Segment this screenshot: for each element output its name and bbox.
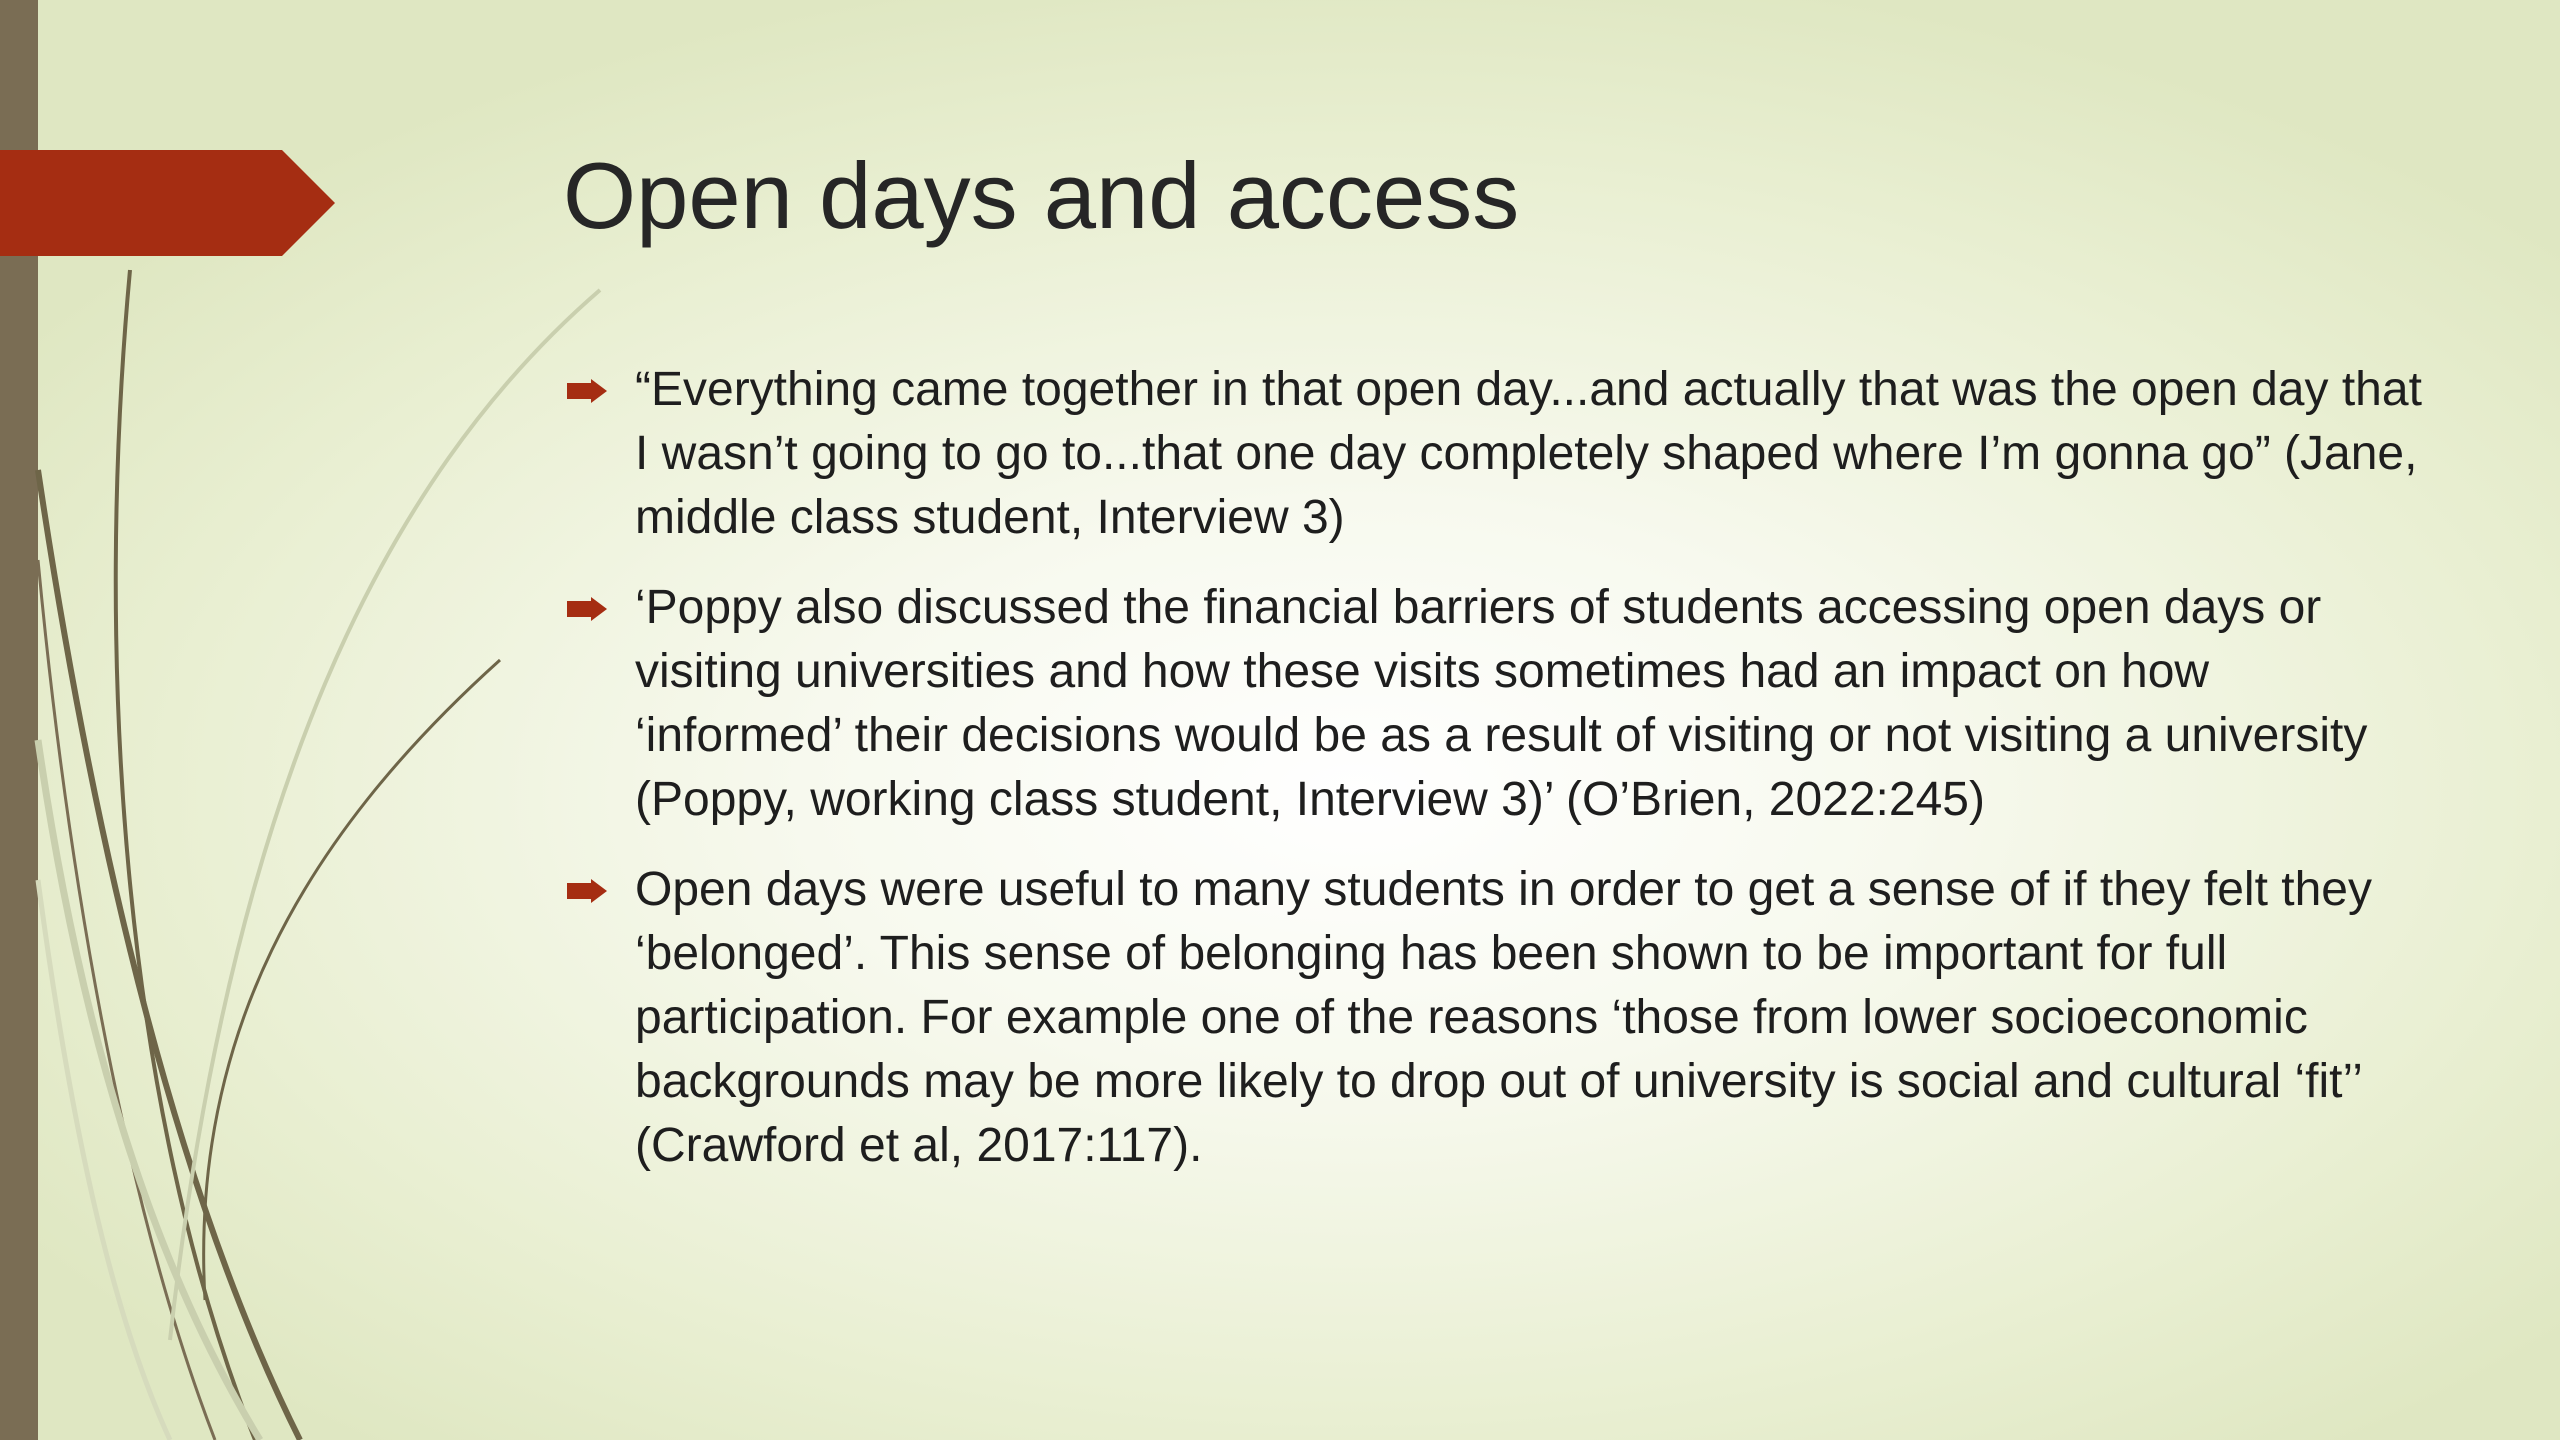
bullet-text: “Everything came together in that open day...and actually that was the open day that I wasn’t going to go to...that one day completely shaped where I’m gonna go” (Jane, middle class student, Interview 3) xyxy=(635,363,2422,544)
arrow-right-icon xyxy=(567,379,607,403)
title-accent-tab xyxy=(0,150,335,256)
arrow-right-icon xyxy=(567,879,607,903)
bullet-item xyxy=(563,358,2428,550)
bullet-item xyxy=(563,576,2428,832)
bullet-list xyxy=(563,358,2428,1204)
bullet-text: Open days were useful to many students in order to get a sense of if they felt they ‘belonged’. This sense of belonging has been shown to be important for full participation. For example one of the reasons ‘those from lower socioeconomic backgrounds may be more likely to drop out of university is social and cultural ‘fit’’ (Crawford et al, 2017:117). xyxy=(635,863,2372,1172)
bullet-item xyxy=(563,858,2428,1178)
bullet-text: ‘Poppy also discussed the financial barriers of students accessing open days or visiting universities and how these visits sometimes had an impact on how ‘informed’ their decisions would be as a result of visiting or not visiting a university (Poppy, working class student, Interview 3)’ (O’Brien, 2022:245) xyxy=(635,581,2368,826)
slide-title: Open days and access xyxy=(563,143,1520,248)
arrow-right-icon xyxy=(567,597,607,621)
